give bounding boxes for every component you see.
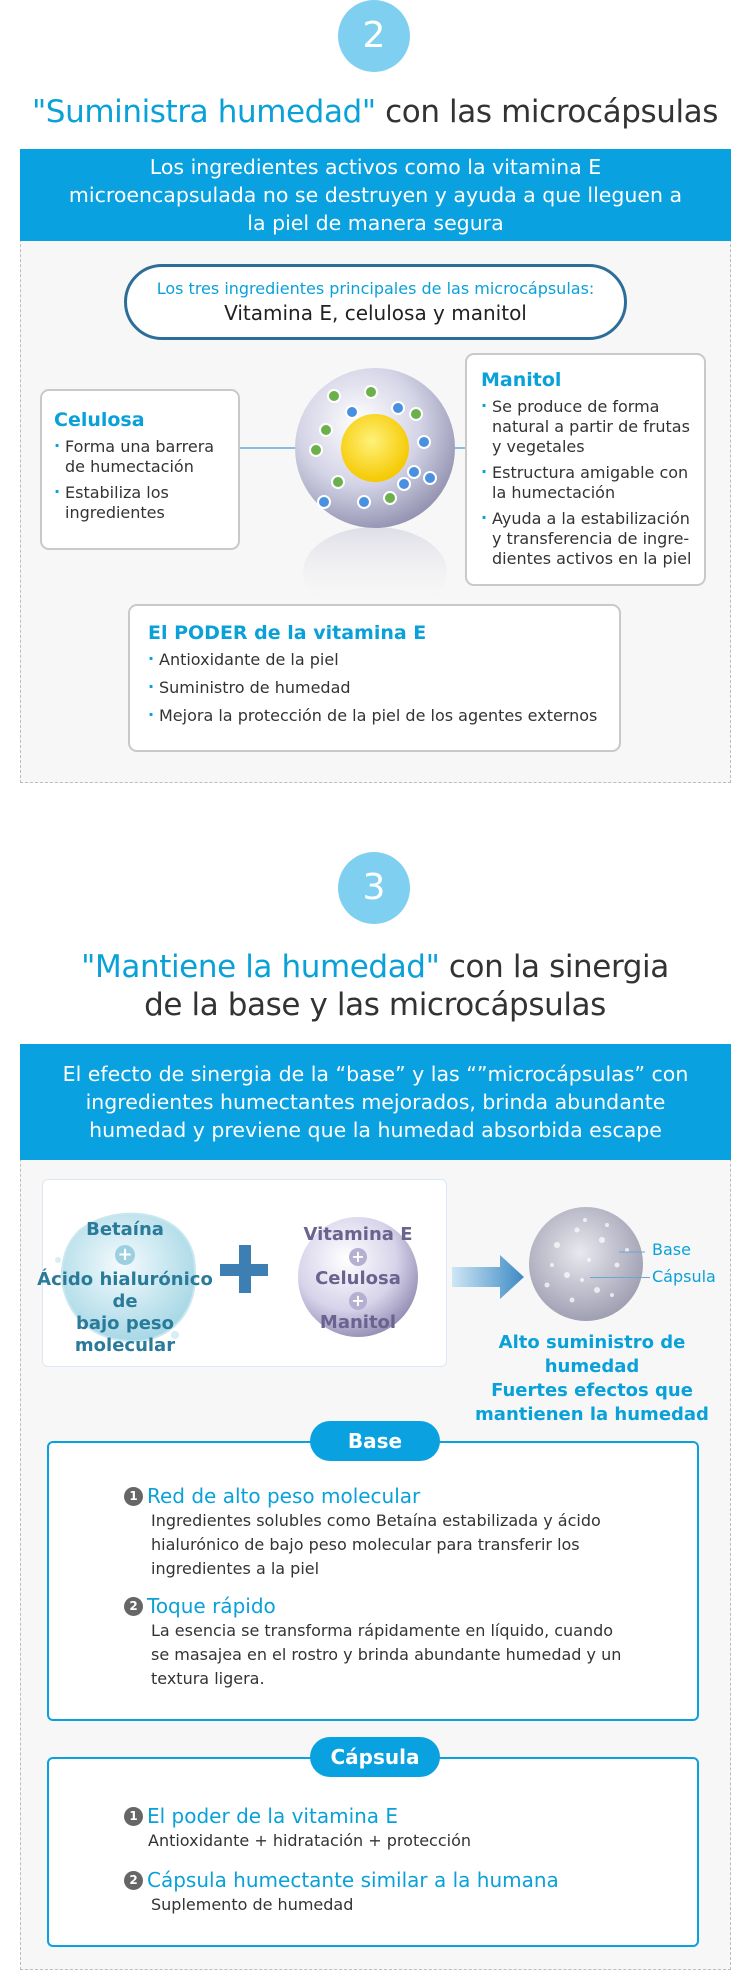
pill-caption: Los tres ingredientes principales de las microcápsulas: — [156, 279, 595, 298]
arrow-right-icon — [452, 1255, 524, 1299]
capsula-feature-1 — [124, 1803, 684, 1853]
capsula-leader-line — [590, 1277, 650, 1278]
number-badge: 2 — [124, 1871, 143, 1890]
manitol-item: · Se produce de forma natural a partir de frutas y vegetales — [481, 397, 698, 457]
celulosa-item: · Forma una barrera de humectación — [54, 437, 238, 477]
number-badge: 1 — [124, 1487, 143, 1506]
manitol-item: · Ayuda a la estabilización y transferencia de ingre-dientes activos en la piel — [481, 509, 698, 569]
celulosa-item: · Estabiliza los ingredientes — [54, 483, 238, 523]
capsula-section-title: Cápsula — [310, 1737, 440, 1777]
feature-title: Toque rápido — [147, 1594, 276, 1618]
manitol-box — [465, 353, 706, 586]
result-line: Alto suministro de humedad — [498, 1332, 686, 1377]
result-line: Fuertes efectos que — [491, 1380, 693, 1401]
base-feature-2 — [124, 1593, 624, 1691]
drop-acido: Ácido hialurónico de — [37, 1269, 213, 1312]
vitamina-e-item: · Suministro de humedad — [148, 678, 619, 698]
step-3-badge: 3 — [338, 852, 410, 924]
vitamina-e-item: · Antioxidante de la piel — [148, 650, 619, 670]
feature-text: Suplemento de humedad — [151, 1895, 354, 1914]
capsule-vitamina: Vitamina E — [303, 1224, 413, 1245]
headline-highlight: "Suministra humedad" — [31, 94, 376, 130]
capsula-feature-2 — [124, 1867, 684, 1917]
pill-ingredients: Vitamina E, celulosa y manitol — [224, 301, 527, 325]
drop-label — [25, 1219, 225, 1357]
manitol-item: · Estructura amigable con la humectación — [481, 463, 698, 503]
vitamina-e-title: El PODER de la vitamina E — [148, 622, 427, 644]
capsule-label — [288, 1224, 428, 1334]
vitamina-e-box — [128, 604, 621, 752]
headline-rest: con la sinergia — [439, 949, 669, 985]
result-text — [452, 1331, 732, 1427]
step-3-banner — [20, 1044, 731, 1160]
step-2-banner-text: Los ingredientes activos como la vitamina E microencapsulada no se destruyen y ayuda a que lleguen a la piel de manera segura — [68, 155, 683, 235]
step-2-badge: 2 — [338, 0, 410, 72]
celulosa-title: Celulosa — [54, 409, 145, 431]
result-base-label: Base — [652, 1240, 691, 1259]
feature-text: Antioxidante + hidratación + protección — [148, 1831, 472, 1850]
plus-icon: + — [115, 1245, 135, 1265]
plus-icon: + — [349, 1292, 367, 1310]
number-badge: 1 — [124, 1807, 143, 1826]
plus-sign-icon — [220, 1245, 268, 1293]
manitol-title: Manitol — [481, 369, 562, 391]
headline-highlight: "Mantiene la humedad" — [81, 949, 440, 985]
step-3-headline — [0, 948, 750, 1024]
vitamina-e-item: · Mejora la protección de la piel de los agentes externos — [148, 706, 619, 726]
feature-title: Cápsula humectante similar a la humana — [147, 1868, 559, 1892]
drop-bajo-peso: bajo peso molecular — [74, 1313, 176, 1356]
headline-line2: de la base y las microcápsulas — [144, 987, 606, 1023]
microcapsule-illustration — [286, 362, 464, 612]
result-line: mantienen la humedad — [475, 1404, 709, 1425]
step-3-banner-text: El efecto de sinergia de la “base” y las “”microcápsulas” con ingredientes humectantes mejorados, brinda abundante humedad y previene que la humedad absorbida escape — [62, 1062, 689, 1142]
drop-betaina: Betaína — [86, 1219, 164, 1240]
capsule-celulosa: Celulosa — [315, 1268, 401, 1289]
plus-icon: + — [349, 1248, 367, 1266]
result-capsula-label: Cápsula — [652, 1267, 716, 1286]
feature-title: Red de alto peso molecular — [147, 1484, 421, 1508]
base-feature-1 — [124, 1483, 624, 1581]
base-section-title: Base — [310, 1421, 440, 1461]
number-badge: 2 — [124, 1597, 143, 1616]
feature-text: La esencia se transforma rápidamente en líquido, cuando se masajea en el rostro y brinda abundante humedad y un textura ligera. — [151, 1621, 622, 1688]
result-sphere-icon — [527, 1205, 645, 1323]
feature-text: Ingredientes solubles como Betaína estabilizada y ácido hialurónico de bajo peso molecular para transferir los ingredientes a la piel — [151, 1511, 601, 1578]
headline-rest: con las microcápsulas — [375, 94, 719, 130]
celulosa-box — [40, 389, 240, 550]
feature-title: El poder de la vitamina E — [147, 1804, 399, 1828]
capsule-manitol: Manitol — [319, 1312, 397, 1333]
